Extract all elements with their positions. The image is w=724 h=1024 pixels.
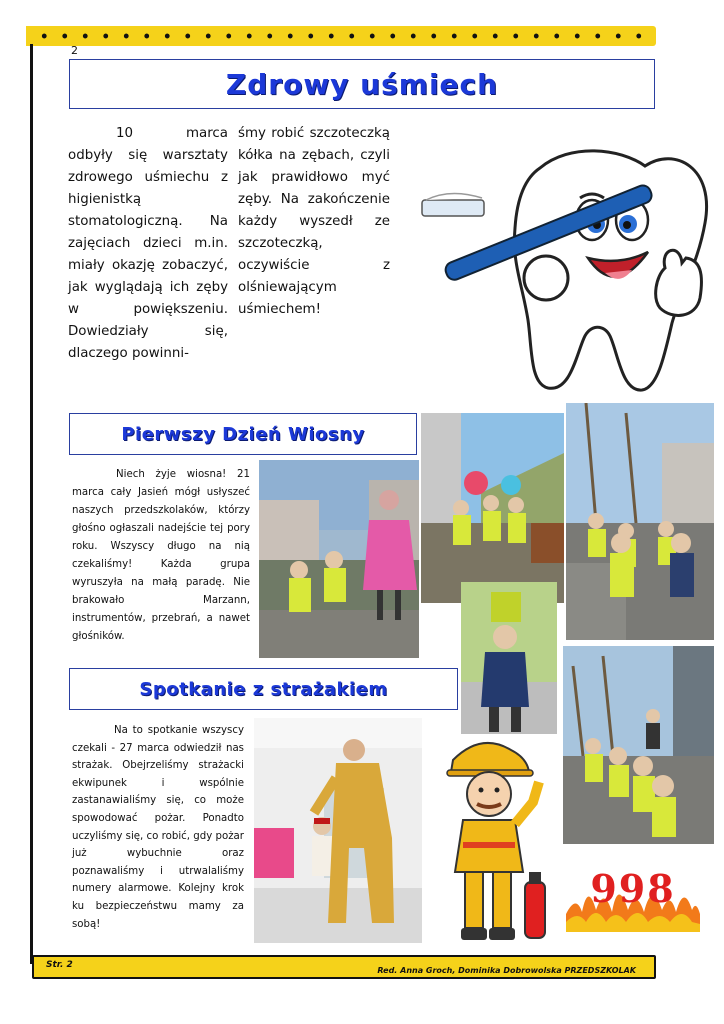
article-column-1: 10 marca odbyły się warsztaty zdrowego uśmiechu z higienistką stomatologiczną. Na zajęciach dzieci m.in. miały okazję zobaczyć, jak wyglądają ich zęby w powiększeniu. Dowiedziały się, dlaczego powinni- [68, 126, 228, 361]
section-title-box-first-day-of-spring [69, 413, 417, 455]
footer-page-label: Str. 2 [46, 960, 73, 970]
firefighter-cartoon-illustration [441, 732, 551, 944]
emergency-number: 998 [590, 866, 676, 911]
dotted-border [34, 33, 644, 39]
bottom-footer-bar [32, 955, 656, 979]
photo-spring-parade-group [259, 460, 419, 658]
section-title-box-firefighter-meeting [69, 668, 458, 710]
photo-spring-parade-street [566, 403, 714, 640]
top-decorative-bar [26, 26, 656, 46]
page-number: 2 [71, 44, 78, 57]
section-title: Zdrowy uśmiech [225, 67, 499, 101]
tooth-cartoon-illustration [420, 148, 716, 394]
section-title: Pierwszy Dzień Wiosny [121, 423, 365, 445]
photo-spring-teacher-hat [461, 582, 557, 734]
article-text-spring: Niech żyje wiosna! 21 marca cały Jasień mógł usłyszeć naszych przedszkolaków, którzy głośno ogłaszali nadejście tej pory roku. Wszyscy długo na nią czekaliśmy! Każda grupa wyruszyła na małą paradę. Nie brakowało Marzann, instrumentów, przebrań, a nawet głośników. [72, 469, 250, 642]
section-title: Spotkanie z strażakiem [139, 678, 388, 700]
photo-spring-group-walk [563, 646, 714, 844]
footer-credit: Red. Anna Groch, Dominika Dobrowolska PRZEDSZKOLAK [377, 966, 636, 975]
left-margin-rule [30, 44, 33, 964]
emergency-number-graphic [566, 864, 700, 932]
article-text-firefighter: Na to spotkanie wszyscy czekali - 27 marca odwiedził nas strażak. Obejrzeliśmy strażacki ekwipunek i wspólnie zastanawialiśmy się, co może spowodować pożar. Ponadto uczyliśmy się, co robić, gdy pożar już wybuchnie oraz poznawaliśmy i utrwalaliśmy numery alarmowe. Kolejny krok ku bezpieczeństwu mamy za sobą! [72, 725, 244, 930]
section-title-box-healthy-smile [69, 59, 655, 109]
article-column-2: śmy robić szczoteczką kółka na zębach, czyli jak prawidłowo myć zęby. Na zakończenie każdy wyszedł ze szczoteczką, oczywiście z olśniewającym uśmiechem! [238, 126, 390, 317]
photo-spring-children-costumes [421, 413, 564, 603]
photo-firefighter-with-child [254, 718, 422, 943]
